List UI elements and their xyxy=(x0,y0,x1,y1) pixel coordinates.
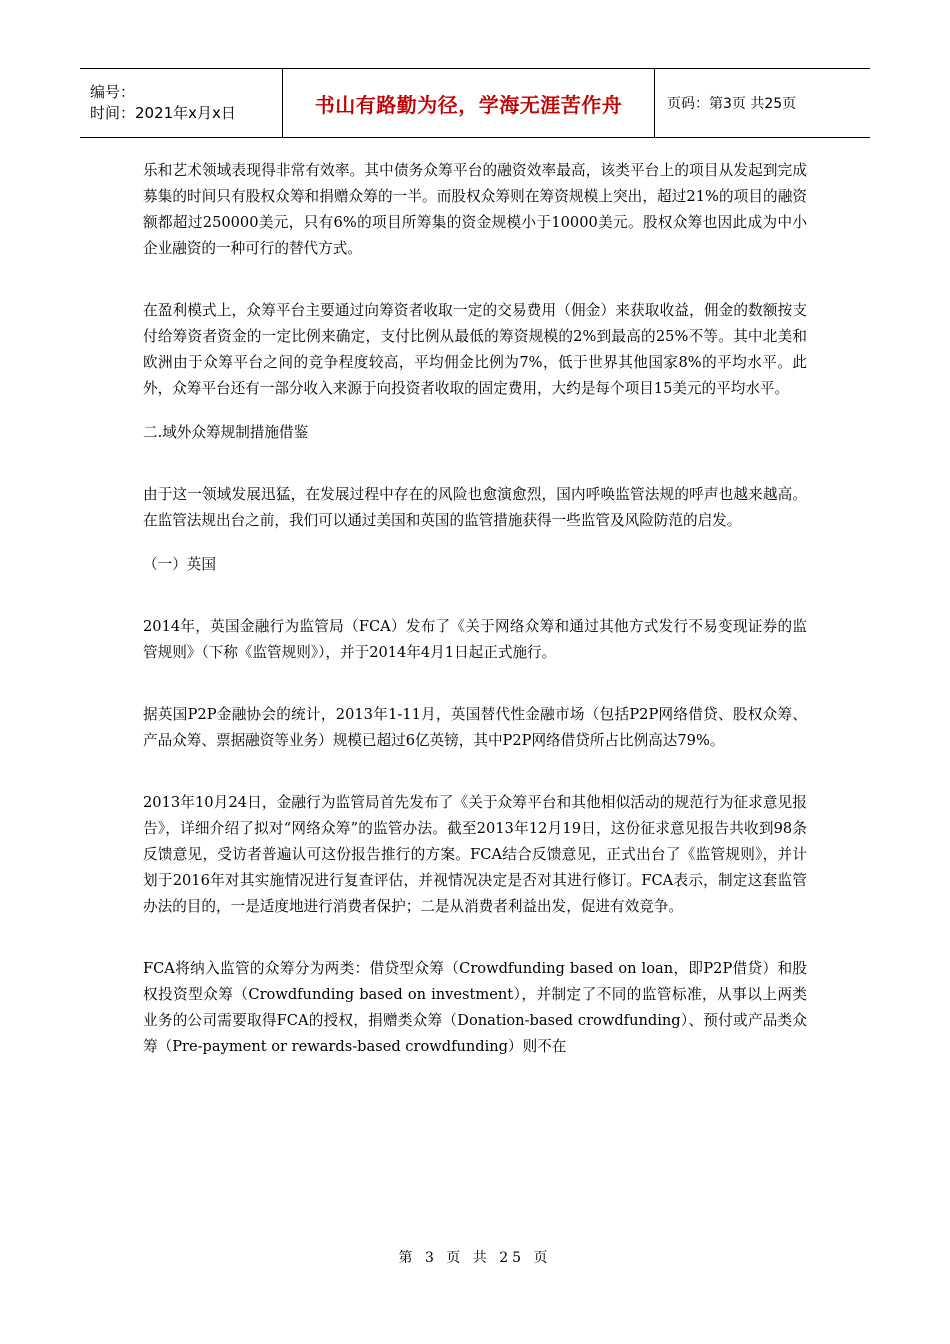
paragraph-p2p-statistics: 据英国P2P金融协会的统计，2013年1-11月，英国替代性金融市场（包括P2P网络借贷、股权众筹、产品众筹、票据融资等业务）规模已超过6亿英镑，其中P2P网络借贷所占比例高达79%。 xyxy=(143,706,807,749)
header-motto-cell xyxy=(282,69,655,137)
document-date-label: 时间：2021年x月x日 xyxy=(90,104,236,122)
page-footer xyxy=(0,1247,950,1267)
document-body xyxy=(143,158,807,1060)
header-page-cell xyxy=(655,69,870,137)
section-heading-foreign-regulation: 二.域外众筹规制措施借鉴 xyxy=(143,424,309,441)
header-motto: 书山有路勤为径，学海无涯苦作舟 xyxy=(314,92,623,117)
document-number-label: 编号： xyxy=(90,83,136,101)
paragraph-consultation-report: 2013年10月24日，金融行为监管局首先发布了《关于众筹平台和其他相似活动的规范行为征求意见报告》，详细介绍了拟对“网络众筹”的监管办法。截至2013年12月19日，这份征求意见报告共收到98条反馈意见，受访者普遍认可这份报告推行的方案。FCA结合反馈意见，正式出台了《监管规则》，并计划于2016年对其实施情况进行复查评估，并视情况决定是否对其进行修订。FCA表示，制定这套监管办法的目的，一是适度地进行消费者保护；二是从消费者利益出发，促进有效竞争。 xyxy=(143,794,807,915)
subsection-heading-uk: （一）英国 xyxy=(143,556,216,573)
paragraph-crowdfunding-types: FCA将纳入监管的众筹分为两类：借贷型众筹（Crowdfunding based on loan，即P2P借贷）和股权投资型众筹（Crowdfunding based on investment），并制定了不同的监管标准，从事以上两类业务的公司需要取得FCA的授权，捐赠类众筹（Donation-based crowdfunding）、预付或产品类众筹（Pre-payment or rewards-based crowdfunding）则不在 xyxy=(143,960,807,1055)
paragraph-profit-model: 在盈利模式上，众筹平台主要通过向筹资者收取一定的交易费用（佣金）来获取收益，佣金的数额按支付给筹资者资金的一定比例来确定，支付比例从最低的筹资规模的2%到最高的25%不等。其中北美和欧洲由于众筹平台之间的竞争程度较高，平均佣金比例为7%，低于世界其他国家8%的平均水平。此外，众筹平台还有一部分收入来源于向投资者收取的固定费用，大约是每个项目15美元的平均水平。 xyxy=(143,302,807,397)
footer-page-number: 第 3 页 共 25 页 xyxy=(398,1250,552,1266)
header-page-number: 页码：第3页 共25页 xyxy=(667,96,797,112)
page-header xyxy=(80,68,870,138)
paragraph-efficiency: 乐和艺术领域表现得非常有效率。其中债务众筹平台的融资效率最高，该类平台上的项目从发起到完成募集的时间只有股权众筹和捐赠众筹的一半。而股权众筹则在筹资规模上突出，超过21%的项目的融资额都超过250000美元，只有6%的项目所筹集的资金规模小于10000美元。股权众筹也因此成为中小企业融资的一种可行的替代方式。 xyxy=(143,162,807,257)
paragraph-fca-rules: 2014年，英国金融行为监管局（FCA）发布了《关于网络众筹和通过其他方式发行不易变现证券的监管规则》（下称《监管规则》），并于2014年4月1日起正式施行。 xyxy=(143,618,807,661)
paragraph-regulation-intro: 由于这一领域发展迅猛，在发展过程中存在的风险也愈演愈烈，国内呼唤监管法规的呼声也越来越高。在监管法规出台之前，我们可以通过美国和英国的监管措施获得一些监管及风险防范的启发。 xyxy=(143,486,807,529)
header-info-cell xyxy=(80,69,282,137)
